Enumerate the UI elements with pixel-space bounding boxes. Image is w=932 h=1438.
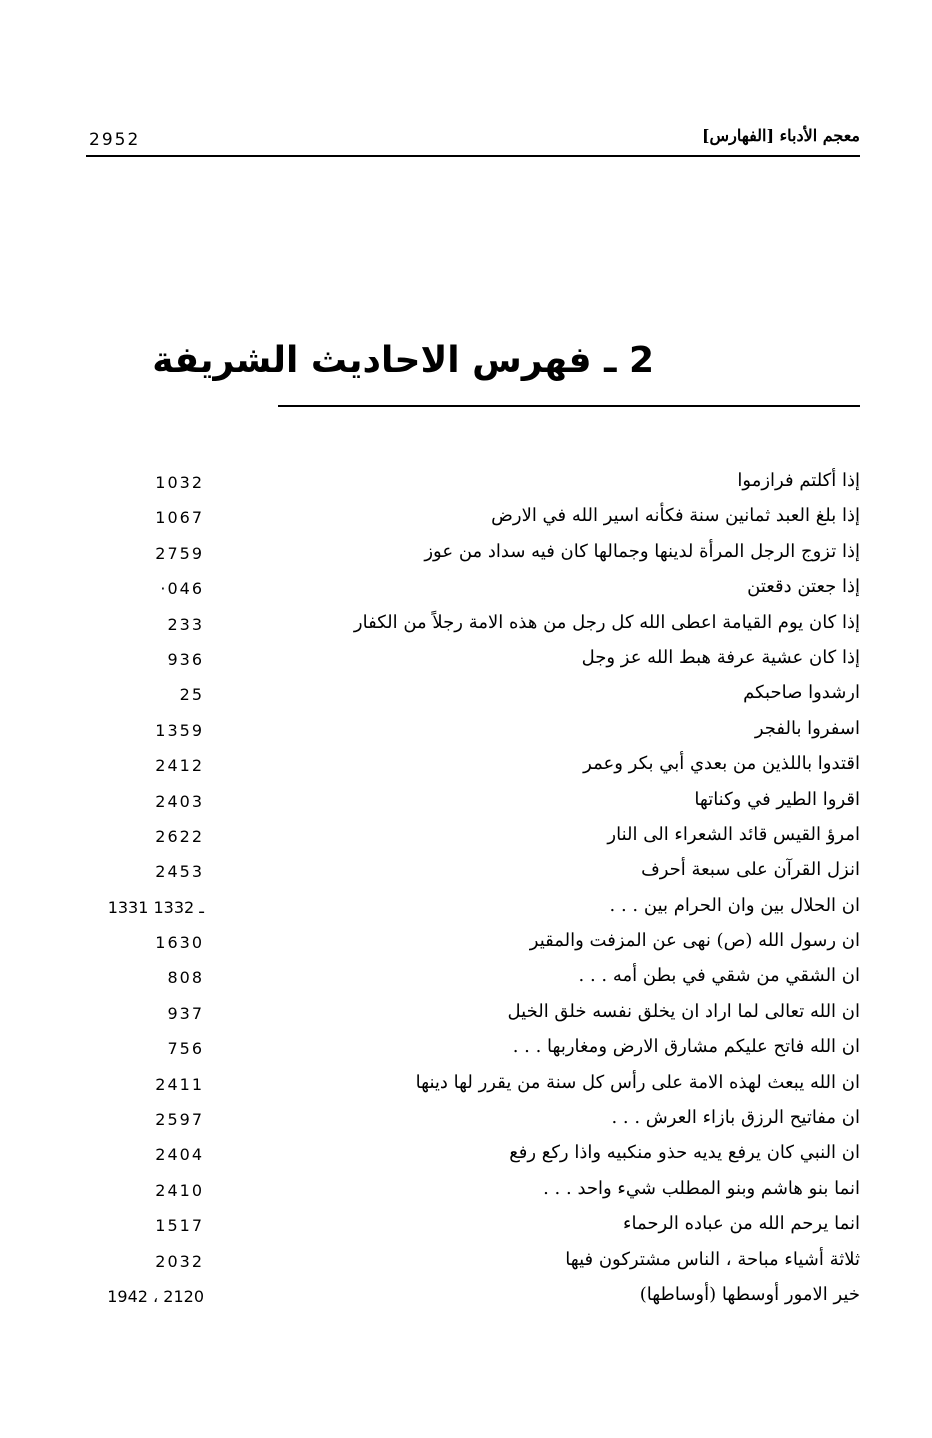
- hadith-text: ان الله تعالى لما اراد ان يخلق نفسه خلق الخيل: [507, 1000, 860, 1022]
- page-reference: 2412: [155, 756, 204, 776]
- index-entry: [86, 501, 860, 536]
- page-reference: 808: [167, 968, 204, 988]
- index-entry: [86, 1280, 860, 1315]
- index-entry: [86, 997, 860, 1032]
- index-entry: [86, 1032, 860, 1067]
- hadith-text: إذا تزوج الرجل المرأة لدينها وجمالها كان فيه سداد من عوز: [424, 540, 860, 562]
- index-entry: [86, 891, 860, 926]
- page-reference: 1359: [155, 720, 204, 740]
- page-reference: 1331 ـ 1332: [107, 897, 204, 917]
- index-entry: [86, 1068, 860, 1103]
- page-reference: 2410: [155, 1180, 204, 1200]
- page-reference: 2404: [155, 1145, 204, 1165]
- page-reference: 2403: [155, 791, 204, 811]
- index-entry: [86, 820, 860, 855]
- page-reference: 2453: [155, 862, 204, 882]
- hadith-text: ان النبي كان يرفع يديه حذو منكبيه واذا ركع رفع: [509, 1142, 860, 1164]
- page-reference: 1630: [155, 933, 204, 953]
- hadith-text: ان الله فاتح عليكم مشارق الارض ومغاربها . . .: [512, 1036, 860, 1058]
- page-reference: 937: [167, 1003, 204, 1023]
- page-reference: 1032: [155, 473, 204, 492]
- hadith-text: إذا جعتن دقعتن: [747, 576, 860, 598]
- page-reference: 2597: [155, 1110, 204, 1130]
- page-reference: 1517: [155, 1216, 204, 1236]
- index-entry: [86, 1209, 860, 1244]
- hadith-text: اقروا الطير في وكناتها: [694, 788, 860, 810]
- index-entry: [86, 785, 860, 820]
- hadith-text: انزل القرآن على سبعة أحرف: [641, 859, 860, 881]
- page-reference: ·046: [160, 579, 204, 599]
- page-reference: 25: [179, 685, 204, 705]
- index-entry: [86, 643, 860, 678]
- index-entry: [86, 855, 860, 890]
- index-entry: [86, 1245, 860, 1280]
- index-entry: [86, 1138, 860, 1173]
- page-reference: 2032: [155, 1251, 204, 1271]
- hadith-text: انما يرحم الله من عباده الرحماء: [623, 1213, 860, 1235]
- hadith-text: إذا كان عشية عرفة هبط الله عز وجل: [581, 646, 860, 668]
- hadith-text: اقتدوا باللذين من بعدي أبي بكر وعمر: [583, 753, 860, 775]
- hadith-text: ان رسول الله (ص) نهى عن المزفت والمقير: [529, 930, 860, 952]
- page-reference: 2411: [155, 1074, 204, 1094]
- hadith-text: ان الشقي من شقي في بطن أمه . . .: [578, 965, 860, 987]
- hadith-text: ان الحلال بين وان الحرام بين . . .: [609, 894, 860, 916]
- index-entry: [86, 749, 860, 784]
- index-entry: [86, 1103, 860, 1138]
- page-reference: 1942 ، 2120: [107, 1286, 204, 1306]
- running-header: [86, 126, 860, 154]
- index-entry: [86, 1174, 860, 1209]
- hadith-index-list: [86, 466, 860, 1315]
- index-entry: [86, 608, 860, 643]
- page-reference: 756: [167, 1039, 204, 1059]
- page-reference: 1067: [155, 508, 204, 528]
- index-entry: [86, 714, 860, 749]
- hadith-text: ان الله يبعث لهذه الامة على رأس كل سنة من يقرر لها دينها: [415, 1071, 860, 1093]
- hadith-text: إذا بلغ العبد ثمانين سنة فكأنه اسير الله في الارض: [491, 505, 860, 527]
- section-title: 2 ـ فهرس الاحاديث الشريفة: [152, 340, 654, 381]
- index-entry: [86, 926, 860, 961]
- hadith-text: ارشدوا صاحبكم: [743, 682, 860, 704]
- hadith-text: انما بنو هاشم وبنو المطلب شيء واحد . . .: [543, 1177, 860, 1199]
- page-reference: 2759: [155, 543, 204, 563]
- page-reference: 2622: [155, 826, 204, 846]
- hadith-text: اسفروا بالفجر: [754, 717, 860, 739]
- index-entry: [86, 537, 860, 572]
- index-entry: [86, 572, 860, 607]
- hadith-text: ان مفاتيح الرزق بازاء العرش . . .: [611, 1107, 860, 1129]
- index-entry: [86, 961, 860, 996]
- hadith-text: إذا كان يوم القيامة اعطى الله كل رجل من هذه الامة رجلاً من الكفار: [353, 611, 860, 633]
- hadith-text: ثلاثة أشياء مباحة ، الناس مشتركون فيها: [565, 1248, 860, 1270]
- page-reference: 936: [167, 649, 204, 669]
- header-divider: [86, 155, 860, 157]
- hadith-text: إذا أكلتم فرازموا: [737, 470, 860, 491]
- book-title-header: معجم الأدباء [الفهارس]: [701, 126, 860, 145]
- hadith-text: خير الامور أوسطها (أوساطها): [639, 1283, 860, 1305]
- index-entry: [86, 466, 860, 501]
- index-entry: [86, 678, 860, 713]
- title-divider: [278, 405, 860, 407]
- hadith-text: امرؤ القيس قائد الشعراء الى النار: [607, 823, 860, 845]
- page-number: 2952: [89, 130, 141, 150]
- page-reference: 233: [167, 614, 204, 634]
